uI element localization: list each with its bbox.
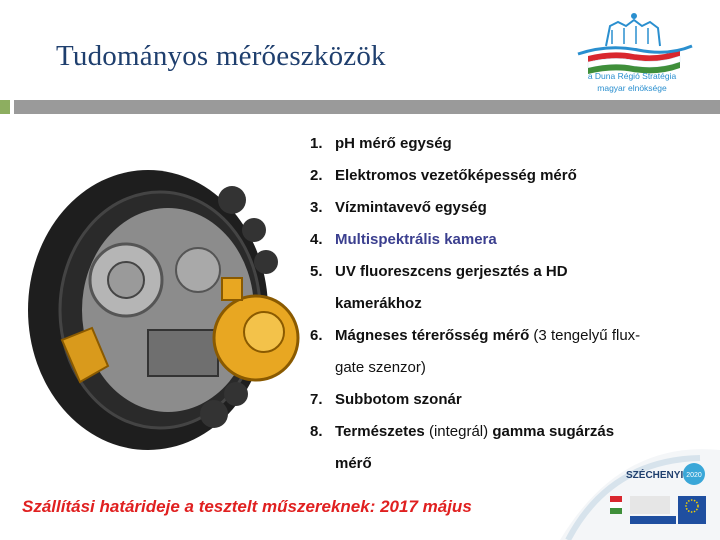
slide-title: Tudományos mérőeszközök [56, 40, 386, 72]
item-number: 5. [310, 263, 323, 280]
deadline-text: Szállítási határideje a tesztelt műszereknek: 2017 május [22, 497, 472, 516]
item-number: 3. [310, 199, 323, 216]
item-text: Elektromos vezetőképesség mérő [335, 167, 577, 184]
list-item [310, 320, 710, 384]
item-note: (3 tengelyű flux- [529, 327, 641, 344]
header-divider [14, 100, 720, 114]
item-text: pH mérő egység [335, 135, 452, 152]
item-number: 4. [310, 231, 323, 248]
list-item [310, 384, 710, 416]
list-item [310, 256, 710, 320]
list-item [310, 224, 710, 256]
szechenyi-2020-logo [560, 440, 720, 540]
item-number: 6. [310, 327, 323, 344]
item-text: Subbotom szonár [335, 391, 462, 408]
item-number: 1. [310, 135, 323, 152]
szechenyi-label: SZÉCHENYI [626, 470, 684, 481]
item-note: (integrál) [424, 423, 493, 440]
instrument-illustration [18, 160, 308, 480]
item-text: Természetes [335, 423, 425, 440]
item-number: 2. [310, 167, 323, 184]
item-text-continued: mérő [335, 455, 372, 472]
item-text-continued: kamerákhoz [335, 295, 422, 312]
list-item [310, 192, 710, 224]
item-text: Multispektrális kamera [335, 231, 497, 248]
accent-bar [0, 100, 10, 114]
list-item [310, 160, 710, 192]
item-number: 8. [310, 423, 323, 440]
item-text-2: gamma sugárzás [492, 423, 615, 440]
item-number: 7. [310, 391, 323, 408]
item-text: UV fluoreszcens gerjesztés a HD [335, 263, 568, 280]
szechenyi-year: 2020 [686, 472, 702, 479]
instrument-list [310, 128, 710, 480]
item-text: Mágneses térerősség mérő [335, 327, 530, 344]
list-item [310, 128, 710, 160]
logo-caption: a Duna Régió Stratégia magyar elnöksége [587, 71, 677, 93]
item-text: Vízmintavevő egység [335, 199, 487, 216]
item-text-continued: gate szenzor) [335, 359, 426, 376]
